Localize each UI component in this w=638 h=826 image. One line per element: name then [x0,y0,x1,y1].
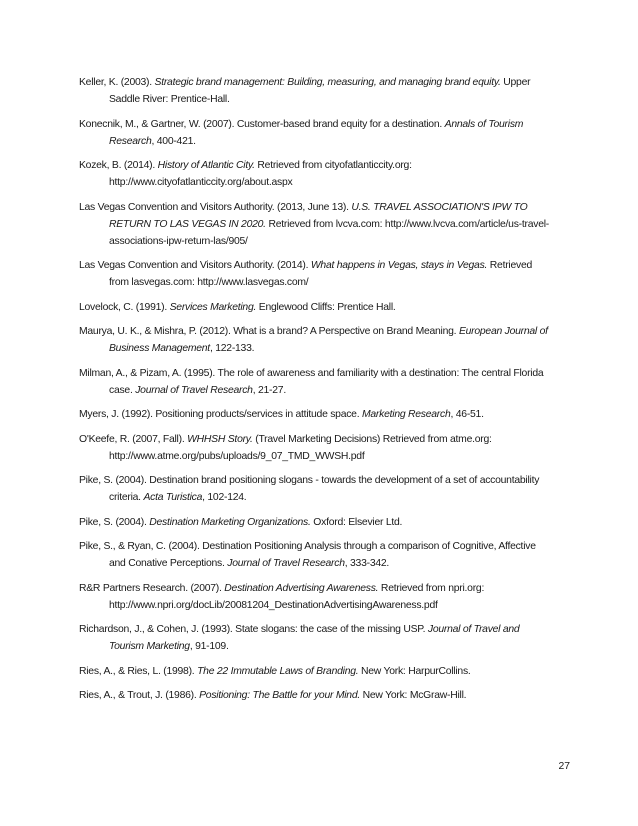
reference-title: Services Marketing. [169,301,257,313]
reference-entry [79,199,549,250]
reference-title: Annals of Tourism Research [109,118,524,147]
reference-entry [79,365,549,399]
reference-text: , 102-124. [202,492,247,503]
reference-text: New York: HarpurCollins. [358,665,471,677]
reference-entry [79,663,549,680]
reference-entry [79,538,549,572]
reference-text: (Travel Marketing Decisions) Retrieved from atme.org: http://www.atme.org/pubs/uploads/9_07_TMD_WWSH.pdf [109,433,492,462]
reference-title: Strategic brand management: Building, measuring, and managing brand equity. [154,77,501,88]
reference-text: Konecnik, M., & Gartner, W. (2007). Customer-based brand equity for a destination. [79,118,445,130]
reference-text: Retrieved from npri.org: http://www.npri.org/docLib/20081204_DestinationAdvertisingAwareness.pdf [109,582,485,611]
reference-text: R&R Partners Research. (2007). [79,582,225,594]
reference-text: New York: McGraw-Hill. [360,690,467,701]
reference-title: U.S. TRAVEL ASSOCIATION'S IPW TO RETURN TO LAS VEGAS IN 2020. [109,201,528,230]
reference-text: Upper Saddle River: Prentice-Hall. [109,77,531,105]
reference-text: , 333-342. [344,558,390,569]
reference-entry [79,74,549,108]
reference-entry [79,580,549,614]
reference-title: Destination Marketing Organizations. [149,516,311,528]
reference-entry [79,116,549,150]
reference-text: Retrieved from lasvegas.com: http://www.lasvegas.com/ [109,260,533,288]
reference-text: Las Vegas Convention and Visitors Authority. (2014). [79,260,311,271]
reference-title: The 22 Immutable Laws of Branding. [197,665,359,677]
reference-text: , 400-421. [151,135,196,147]
reference-title: Journal of Travel and Tourism Marketing [109,624,520,652]
reference-text: Richardson, J., & Cohen, J. (1993). State slogans: the case of the missing USP. [79,624,428,635]
reference-text: Pike, S. (2004). [79,516,150,528]
reference-text: Retrieved from cityofatlanticcity.org: http://www.cityofatlanticcity.org/about.aspx [109,160,412,188]
reference-entry [79,621,549,655]
reference-text: Ries, A., & Ries, L. (1998). [79,665,198,677]
reference-text: Retrieved from lvcva.com: http://www.lvcva.com/article/us-travel-associations-ipw-return-las/905/ [109,218,549,247]
reference-text: Pike, S. (2004). Destination brand positioning slogans - towards the development of a set of accountability criteria. [79,475,540,503]
reference-entry [79,257,549,291]
reference-title: Marketing Research [362,409,451,420]
reference-text: Myers, J. (1992). Positioning products/services in attitude space. [79,409,362,420]
reference-entry [79,299,549,316]
reference-text: , 91-109. [189,641,229,652]
reference-text: Kozek, B. (2014). [79,160,158,171]
reference-entry [79,406,549,423]
reference-text: Pike, S., & Ryan, C. (2004). Destination Positioning Analysis through a comparison of Cognitive, Affective and Conative Perceptions. [79,541,536,569]
reference-entry [79,472,549,506]
reference-entry [79,157,549,191]
reference-text: Milman, A., & Pizam, A. (1995). The role of awareness and familiarity with a destination: The central Florida case. [79,367,544,396]
reference-text: Ries, A., & Trout, J. (1986). [79,690,200,701]
reference-list [79,74,549,712]
reference-title: Positioning: The Battle for your Mind. [199,690,361,701]
reference-text: Englewood Cliffs: Prentice Hall. [256,301,396,313]
reference-text: Oxford: Elsevier Ltd. [310,516,403,528]
reference-entry [79,323,549,357]
reference-title: European Journal of Business Management [109,326,548,354]
reference-text: Lovelock, C. (1991). [79,301,170,313]
reference-title: Journal of Travel Research [135,384,253,396]
reference-text: , 46-51. [450,409,484,420]
reference-entry [79,514,549,531]
reference-entry [79,431,549,465]
reference-text: Maurya, U. K., & Mishra, P. (2012). What is a brand? A Perspective on Brand Meaning. [79,326,459,337]
page-number: 27 [558,761,570,772]
reference-title: Acta Turistica [143,492,203,503]
reference-text: , 122-133. [209,343,255,354]
reference-text: Las Vegas Convention and Visitors Authority. (2013, June 13). [79,201,352,213]
reference-title: History of Atlantic City. [157,160,255,171]
reference-text: O'Keefe, R. (2007, Fall). [79,433,188,445]
reference-entry [79,687,549,704]
reference-title: Destination Advertising Awareness. [224,582,379,594]
reference-text: Keller, K. (2003). [79,77,155,88]
reference-title: WHHSH Story. [187,433,253,445]
reference-text: , 21-27. [252,384,286,396]
reference-title: Journal of Travel Research [227,558,345,569]
reference-title: What happens in Vegas, stays in Vegas. [310,260,488,271]
